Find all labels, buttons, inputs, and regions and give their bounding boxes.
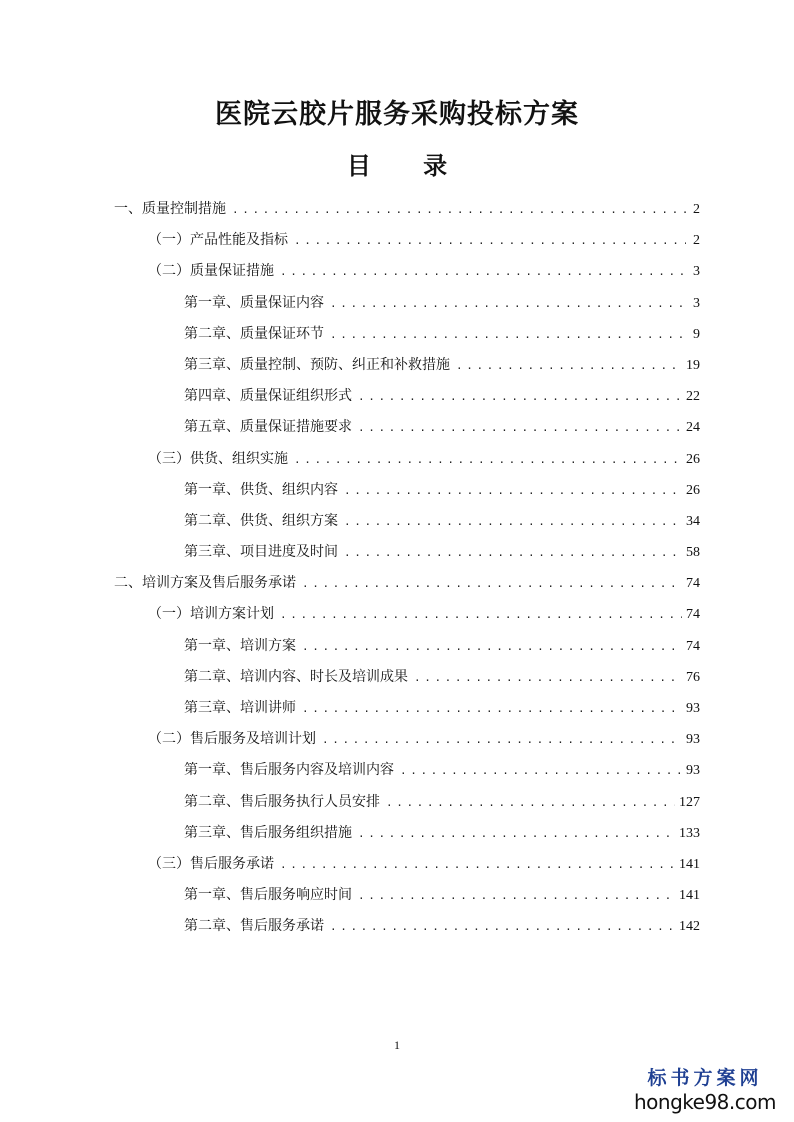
toc-entry[interactable] bbox=[114, 911, 700, 942]
toc-entry[interactable] bbox=[114, 350, 700, 381]
toc-dot-leader bbox=[358, 381, 682, 412]
toc-entry[interactable] bbox=[114, 412, 700, 443]
toc-entry-page: 133 bbox=[679, 825, 700, 841]
toc-entry-page: 74 bbox=[686, 576, 700, 592]
page-number: 1 bbox=[394, 1038, 400, 1052]
toc-entry-title: 第一章、培训方案 bbox=[184, 637, 296, 654]
toc-entry-page: 3 bbox=[693, 264, 700, 280]
toc-entry[interactable] bbox=[114, 880, 700, 911]
toc-dot-leader bbox=[358, 818, 675, 849]
toc-dot-leader bbox=[400, 755, 682, 786]
toc-entry-title: 第二章、供货、组织方案 bbox=[184, 512, 338, 529]
toc-dot-leader bbox=[414, 662, 682, 693]
toc-entry-title: 第一章、质量保证内容 bbox=[184, 294, 324, 311]
toc-entry-page: 58 bbox=[686, 545, 700, 561]
toc-entry-title: 第三章、项目进度及时间 bbox=[184, 544, 338, 561]
toc-entry[interactable] bbox=[114, 319, 700, 350]
toc-entry[interactable] bbox=[114, 662, 700, 693]
toc-entry[interactable] bbox=[114, 194, 700, 225]
toc-entry[interactable] bbox=[114, 444, 700, 475]
toc-dot-leader bbox=[302, 693, 682, 724]
toc-entry-page: 9 bbox=[693, 326, 700, 342]
toc-entry-page: 142 bbox=[679, 919, 700, 935]
toc-entry[interactable] bbox=[114, 475, 700, 506]
toc-entry-page: 76 bbox=[686, 669, 700, 685]
watermark-site-name: 标书方案网 bbox=[647, 1067, 763, 1089]
toc-entry-page: 74 bbox=[686, 607, 700, 623]
toc-entry-title: 第一章、售后服务内容及培训内容 bbox=[184, 762, 394, 779]
toc-entry-title: 第一章、供货、组织内容 bbox=[184, 481, 338, 498]
toc-entry-title: （一）产品性能及指标 bbox=[148, 232, 288, 249]
toc-entry[interactable] bbox=[114, 381, 700, 412]
toc-entry-page: 93 bbox=[686, 701, 700, 716]
toc-entry-page: 127 bbox=[679, 794, 700, 810]
site-watermark bbox=[630, 1066, 780, 1114]
toc-entry-page: 19 bbox=[686, 357, 700, 373]
toc-dot-leader bbox=[358, 412, 682, 443]
toc-entry-title: 第二章、质量保证环节 bbox=[184, 325, 324, 342]
toc-entry-page: 2 bbox=[693, 202, 700, 217]
toc-dot-leader bbox=[280, 849, 675, 880]
toc-entry[interactable] bbox=[114, 787, 700, 818]
toc-entry[interactable] bbox=[114, 568, 700, 599]
toc-dot-leader bbox=[302, 568, 682, 599]
toc-entry-title: 第四章、质量保证组织形式 bbox=[184, 388, 352, 405]
toc-entry-page: 3 bbox=[693, 295, 700, 311]
toc-entry-page: 34 bbox=[686, 513, 700, 529]
toc-dot-leader bbox=[344, 506, 682, 537]
toc-entry-page: 93 bbox=[686, 732, 700, 748]
toc-dot-leader bbox=[330, 911, 675, 942]
toc-entry[interactable] bbox=[114, 225, 700, 256]
toc-entry[interactable] bbox=[114, 724, 700, 755]
toc-dot-leader bbox=[456, 350, 682, 381]
toc-entry[interactable] bbox=[114, 755, 700, 786]
toc-entry-page: 141 bbox=[679, 888, 700, 904]
table-of-contents bbox=[114, 194, 700, 943]
toc-entry-title: （三）供货、组织实施 bbox=[148, 450, 288, 467]
toc-dot-leader bbox=[386, 787, 675, 818]
toc-entry[interactable] bbox=[114, 288, 700, 319]
toc-entry[interactable] bbox=[114, 506, 700, 537]
document-title: 医院云胶片服务采购投标方案 bbox=[215, 99, 579, 130]
toc-entry[interactable] bbox=[114, 818, 700, 849]
toc-entry-title: 第二章、培训内容、时长及培训成果 bbox=[184, 668, 408, 685]
toc-entry-page: 26 bbox=[686, 451, 700, 467]
toc-dot-leader bbox=[344, 537, 682, 568]
toc-dot-leader bbox=[358, 880, 675, 911]
toc-dot-leader bbox=[294, 444, 682, 475]
toc-entry[interactable] bbox=[114, 849, 700, 880]
toc-entry-title: 第三章、培训讲师 bbox=[184, 700, 296, 716]
toc-entry-title: （二）质量保证措施 bbox=[148, 263, 274, 280]
toc-entry[interactable] bbox=[114, 693, 700, 724]
toc-entry[interactable] bbox=[114, 256, 700, 287]
toc-dot-leader bbox=[294, 225, 686, 256]
toc-dot-leader bbox=[232, 194, 686, 225]
toc-entry-page: 93 bbox=[686, 763, 700, 779]
toc-dot-leader bbox=[330, 319, 686, 350]
toc-entry[interactable] bbox=[114, 599, 700, 630]
toc-entry-title: 一、质量控制措施 bbox=[114, 201, 226, 217]
toc-entry-page: 24 bbox=[686, 420, 700, 436]
toc-entry-title: 第二章、售后服务承诺 bbox=[184, 918, 324, 935]
toc-entry-page: 141 bbox=[679, 856, 700, 872]
toc-entry-title: （三）售后服务承诺 bbox=[148, 855, 274, 872]
watermark-url: hongke98.com bbox=[634, 1090, 776, 1114]
toc-entry-title: 第二章、售后服务执行人员安排 bbox=[184, 793, 380, 810]
toc-entry-title: 第三章、售后服务组织措施 bbox=[184, 824, 352, 841]
toc-dot-leader bbox=[280, 256, 686, 287]
toc-entry-page: 26 bbox=[686, 482, 700, 498]
toc-dot-leader bbox=[322, 724, 682, 755]
toc-dot-leader bbox=[280, 599, 682, 630]
toc-heading: 目 录 bbox=[346, 151, 470, 180]
toc-entry-title: 第三章、质量控制、预防、纠正和补救措施 bbox=[184, 356, 450, 373]
toc-entry-title: （一）培训方案计划 bbox=[148, 606, 274, 623]
toc-dot-leader bbox=[344, 475, 682, 506]
toc-dot-leader bbox=[330, 288, 686, 319]
toc-entry[interactable] bbox=[114, 537, 700, 568]
toc-dot-leader bbox=[302, 631, 682, 662]
toc-entry-title: 二、培训方案及售后服务承诺 bbox=[114, 575, 296, 592]
toc-entry-title: 第一章、售后服务响应时间 bbox=[184, 887, 352, 904]
toc-entry[interactable] bbox=[114, 631, 700, 662]
toc-entry-title: （二）售后服务及培训计划 bbox=[148, 731, 316, 748]
toc-entry-page: 2 bbox=[693, 233, 700, 249]
toc-entry-page: 22 bbox=[686, 389, 700, 405]
toc-entry-page: 74 bbox=[686, 638, 700, 654]
toc-entry-title: 第五章、质量保证措施要求 bbox=[184, 419, 352, 436]
